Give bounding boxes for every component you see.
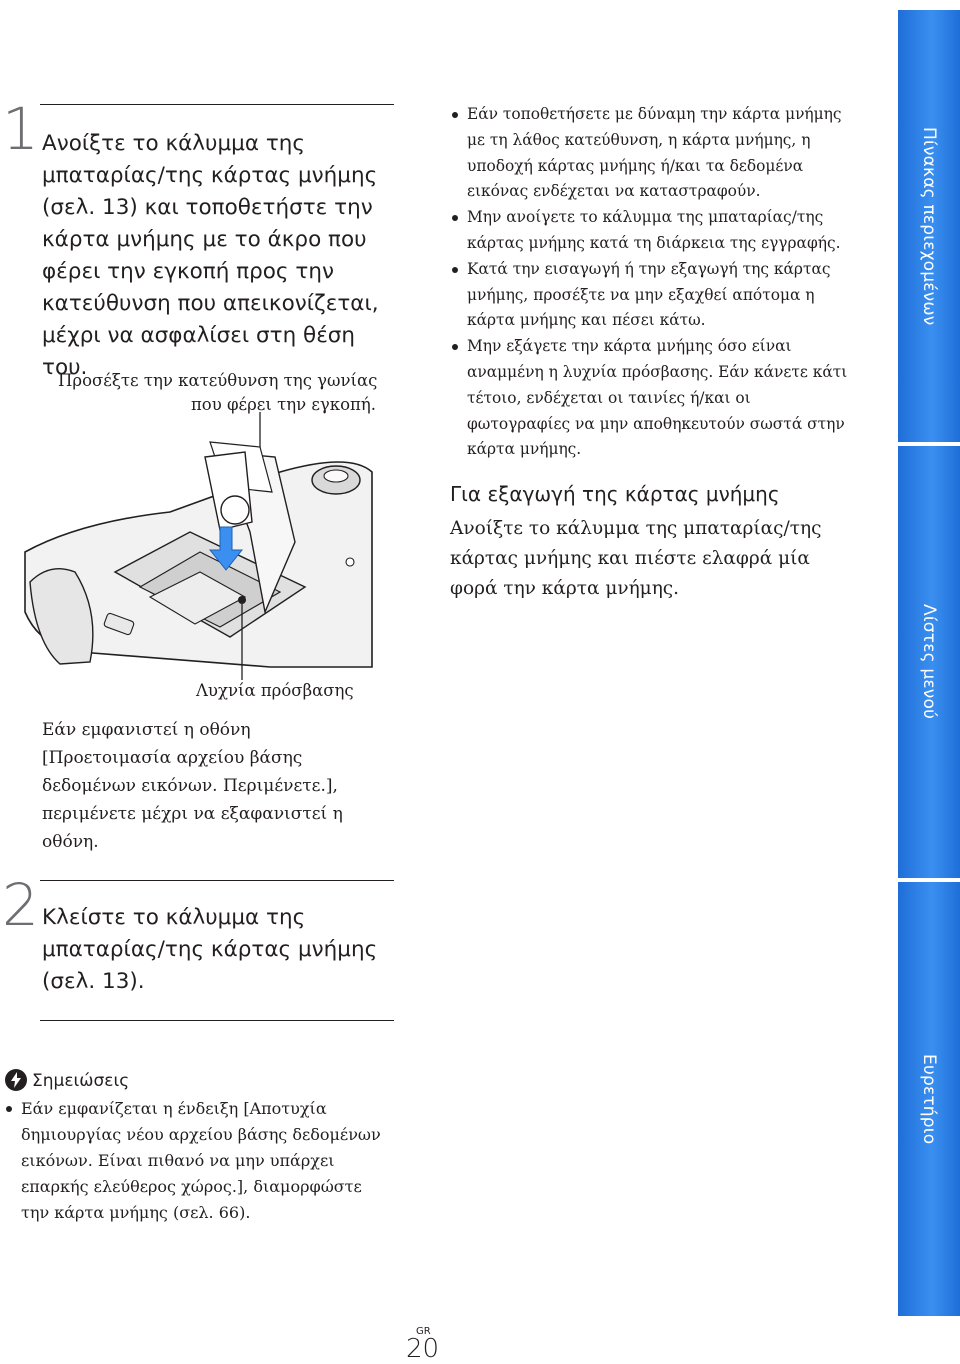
step1-top-rule [40,104,394,105]
step1-instruction: Ανοίξτε το κάλυμμα της μπαταρίας/της κάρτας μνήμης (σελ. 13) και τοποθετήστε την κάρτα μνήμης με το άκρο που φέρει την εγκοπή προς την κατεύθυνση που απεικονίζεται, μέχρι να ασφαλίσει στη θέση του. [42,131,379,380]
step1-wait-note: Εάν εμφανιστεί η οθόνη [Προετοιμασία αρχείου βάσης δεδομένων εικόνων. Περιμένετε.], περιμένετε μέχρι να εξαφανιστεί η οθόνη. [42,720,343,852]
side-navigation [898,10,960,1316]
caption-access-lamp: Λυχνία πρόσβασης [196,681,354,700]
notes-icon [4,1068,28,1092]
eject-heading: Για εξαγωγή της κάρτας μνήμης [450,482,780,506]
notes-item: Εάν εμφανίζεται η ένδειξη [Αποτυχία δημιουργίας νέου αρχείου βάσης δεδομένων εικόνων. Είναι πιθανό να μην υπάρχει επαρκής ελεύθερος χώρος.], διαμορφώστε την κάρτα μνήμης (σελ. 66). [4,1096,384,1226]
tab-menu-lists-label: Λίστες μενού [919,604,939,720]
step2-instruction: Κλείστε το κάλυμμα της μπαταρίας/της κάρτας μνήμης (σελ. 13). [42,905,378,994]
warning-item: Εάν τοποθετήσετε με δύναμη την κάρτα μνήμης με τη λάθος κατεύθυνση, η κάρτα μνήμης, η υποδοχή κάρτας μνήμης ή/και τα δεδομένα εικόνας ενδέχεται να καταστραφούν. [450,102,848,205]
tab-table-of-contents[interactable] [898,10,960,442]
caption-corner-1: Προσέξτε την κατεύθυνση της γωνίας [58,371,378,390]
tab-index[interactable] [898,882,960,1316]
notes-title: Σημειώσεις [32,1071,130,1091]
tab-index-label: Ευρετήριο [919,1053,939,1145]
page-number: 20 [406,1334,440,1364]
caption-corner-2: που φέρει την εγκοπή. [190,395,376,414]
caution-icon [4,1068,28,1092]
step1-number: 1 [2,95,39,163]
tab-table-of-contents-label: Πίνακας περιεχομένων [919,126,939,326]
step2-number: 2 [2,871,39,939]
step2-bottom-rule [40,1020,394,1021]
warning-item: Μην εξάγετε την κάρτα μνήμης όσο είναι αναμμένη η λυχνία πρόσβασης. Εάν κάνετε κάτι τέτοιο, ενδέχεται οι ταινίες ή/και οι φωτογραφίες να μην αποθηκευτούν σωστά στην κάρτα μνήμης. [450,334,848,463]
memory-card-insertion-illustration [20,412,395,697]
page-language: GR [416,1326,431,1337]
step2-top-rule [40,880,394,881]
tab-menu-lists[interactable] [898,446,960,878]
notes-list [4,1096,384,1226]
warnings-list [450,102,848,463]
warning-item: Μην ανοίγετε το κάλυμμα της μπαταρίας/της κάρτας μνήμης κατά τη διάρκεια της εγγραφής. [450,205,848,257]
eject-text: Ανοίξτε το κάλυμμα της μπαταρίας/της κάρτας μνήμης και πιέστε ελαφρά μία φορά την κάρτα μνήμης. [450,518,822,599]
warning-item: Κατά την εισαγωγή ή την εξαγωγή της κάρτας μνήμης, προσέξτε να μην εξαχθεί απότομα η κάρτα μνήμης και πέσει κάτω. [450,257,848,334]
